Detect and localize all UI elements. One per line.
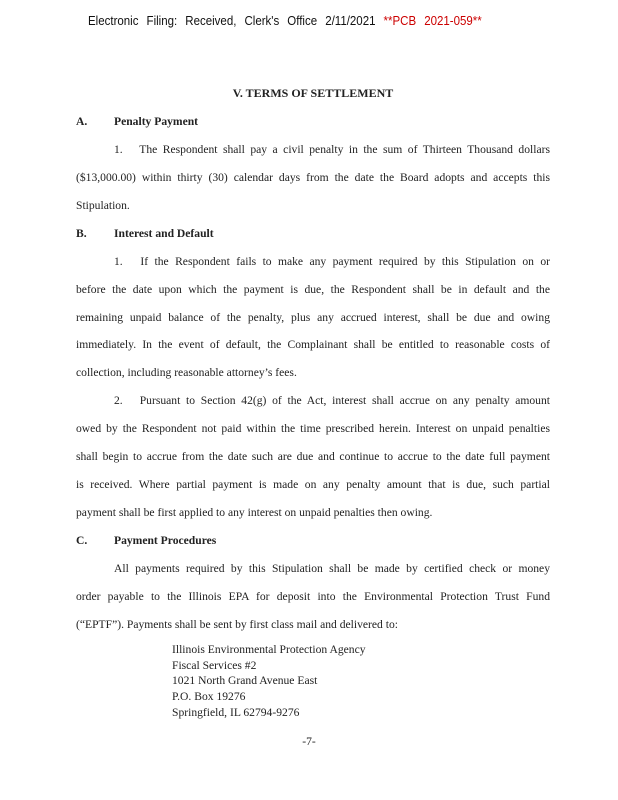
line-text: If the Respondent fails to make any payment required by this Stipulation on or (140, 254, 550, 268)
header-word: Filing: (146, 14, 178, 28)
page-number: -7- (302, 735, 316, 748)
paragraph-line (76, 387, 550, 415)
paragraph-line: is received. Where partial payment is made on any penalty amount that is due, such partial (76, 478, 550, 492)
address-line: 1021 North Grand Avenue East (172, 674, 318, 688)
address-line: Illinois Environmental Protection Agency (172, 643, 366, 656)
paragraph-line: Stipulation. (76, 198, 130, 212)
heading-text: Penalty Payment (114, 114, 199, 128)
header-date: 2/11/2021 (325, 14, 376, 28)
section-letter: C. (76, 534, 88, 547)
address-line: Fiscal Services #2 (172, 658, 257, 672)
address-line: Springfield, IL 62794-9276 (172, 705, 300, 719)
paragraph-number: 1. (114, 142, 123, 156)
paragraph-line (76, 555, 550, 583)
paragraph-line: owed by the Respondent not paid within the time prescribed herein. Interest on unpaid penalties (76, 422, 550, 436)
paragraph-number: 1. (114, 254, 123, 268)
paragraph-line: collection, including reasonable attorney’s fees. (76, 366, 297, 380)
section-b-heading (76, 220, 550, 248)
section-letter: B. (76, 226, 87, 240)
filing-stamp-header (88, 14, 482, 28)
section-c-heading (76, 527, 550, 555)
paragraph-line: remaining unpaid balance of the penalty, plus any accrued interest, shall be due and owing (76, 310, 550, 324)
paragraph-line (76, 136, 550, 164)
line-text: All payments required by this Stipulation shall be made by certified check or money (114, 561, 550, 575)
document-body (76, 80, 550, 639)
paragraph-line (76, 248, 550, 276)
line-text: The Respondent shall pay a civil penalty in the sum of Thirteen Thousand dollars (139, 142, 550, 156)
paragraph-line: ($13,000.00) within thirty (30) calendar days from the date the Board adopts and accepts this (76, 170, 550, 184)
paragraph-line: order payable to the Illinois EPA for deposit into the Environmental Protection Trust Fund (76, 589, 550, 603)
mailing-address (172, 642, 366, 721)
header-word: Received, (185, 14, 237, 28)
header-word: Electronic (88, 14, 139, 28)
paragraph-number: 2. (114, 394, 123, 408)
paragraph-line: payment shall be first applied to any interest on unpaid penalties then owing. (76, 506, 433, 520)
line-text: Pursuant to Section 42(g) of the Act, interest shall accrue on any penalty amount (139, 394, 550, 408)
case-number-prefix: **PCB (383, 14, 417, 28)
section-title: V. TERMS OF SETTLEMENT (232, 86, 394, 100)
paragraph-line: before the date upon which the payment is due, the Respondent shall be in default and the (76, 282, 550, 296)
heading-text: Interest and Default (114, 226, 214, 240)
case-number: 2021-059** (424, 14, 482, 28)
header-word: Clerk's (244, 14, 280, 28)
paragraph-line: shall begin to accrue from the date such are due and continue to accrue to the date full payment (76, 450, 550, 464)
section-letter: A. (76, 114, 88, 128)
section-a-heading (76, 108, 550, 136)
header-word: Office (287, 14, 318, 28)
paragraph-line: immediately. In the event of default, the Complainant shall be entitled to reasonable costs of (76, 338, 550, 352)
address-line: P.O. Box 19276 (172, 690, 246, 704)
heading-text: Payment Procedures (114, 534, 217, 547)
paragraph-line: (“EPTF”). Payments shall be sent by first class mail and delivered to: (76, 617, 398, 631)
